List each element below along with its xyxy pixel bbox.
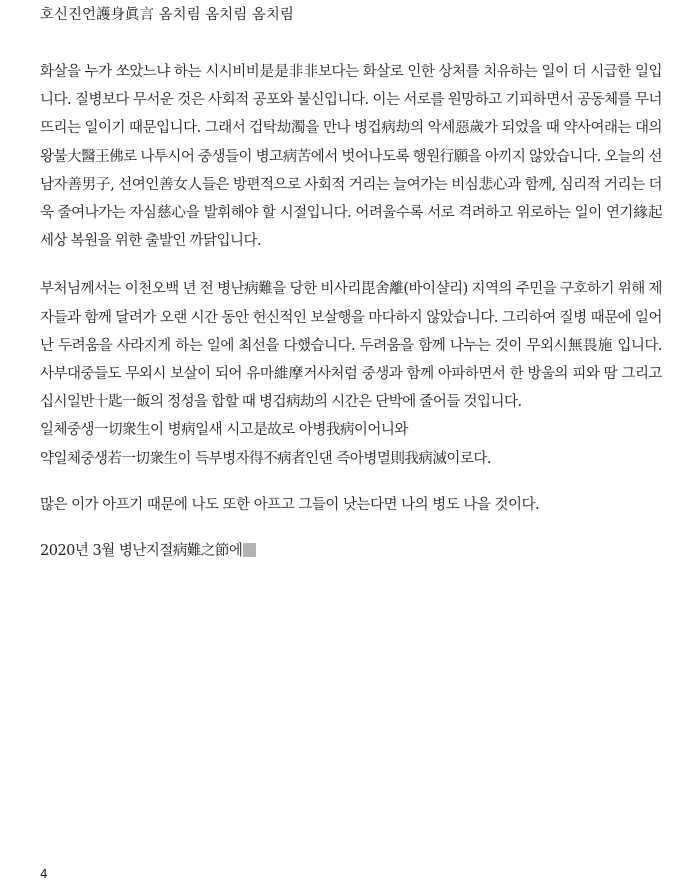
dateline — [40, 537, 662, 565]
paragraph-spacer — [40, 519, 662, 537]
paragraph-2: 부처님께서는 이천오백 년 전 병난病難을 당한 비사리毘舍離(바이샬리) 지역의 주민을 구호하기 위해 제자들과 함께 달려가 오랜 시간 동안 헌신적인 보살행을 마다하지 않았습니다. 그리하여 질병 때문에 일어난 두려움을 사라지게 하는 일에 최선을 다했습니다. 두려움을 함께 나누는 것이 무외시無畏施 입니다. 사부대중들도 무외시 보살이 되어 유마維摩거사처럼 중생과 함께 아파하면서 한 방울의 피와 땀 그리고 십시일반十匙一飯의 정성을 합할 때 병겁病劫의 시간은 단박에 줄어들 것입니다. — [40, 281, 662, 411]
page-number: 4 — [40, 867, 48, 881]
document-page — [40, 4, 662, 565]
quote-line-1: 일체중생一切衆生이 병病일새 시고是故로 아병我病이어니와 — [40, 422, 408, 439]
redacted-mark — [243, 543, 256, 557]
paragraph-3: 많은 이가 아프기 때문에 나도 또한 아프고 그들이 낫는다면 나의 병도 나을 것이다. — [40, 496, 540, 513]
paragraph-spacer — [40, 473, 662, 491]
quote-line-2: 약일체중생若一切衆生이 득부병자得不病者인댄 즉아병멸則我病滅이로다. — [40, 450, 491, 467]
paragraph-spacer — [40, 255, 662, 275]
paragraph-1: 화살을 누가 쏘았느냐 하는 시시비비是是非非보다는 화살로 인한 상처를 치유하는 일이 더 시급한 일입니다. 질병보다 무서운 것은 사회적 공포와 불신입니다. 이는 서로를 원망하고 기피하면서 공동체를 무너뜨리는 일이기 때문입니다. 그래서 겁탁劫濁을 만나 병겁病劫의 악세惡歲가 되었을 때 약사여래는 대의왕불大醫王佛로 나투시어 중생들이 병고病苦에서 벗어나도록 행원行願을 아끼지 않았습니다. 오늘의 선남자善男子, 선여인善女人들은 방편적으로 사회적 거리는 늘여가는 비심悲心과 함께, 심리적 거리는 더욱 줄여나가는 자심慈心을 발휘해야 할 시절입니다. 어려울수록 서로 격려하고 위로하는 일이 연기緣起세상 복원을 위한 출발인 까닭입니다. — [40, 64, 662, 250]
document-title: 호신진언護身眞言 옴치림 옴치림 옴치림 — [40, 7, 294, 23]
dateline-text: 2020년 3월 병난지절病難之節에 — [40, 543, 243, 560]
